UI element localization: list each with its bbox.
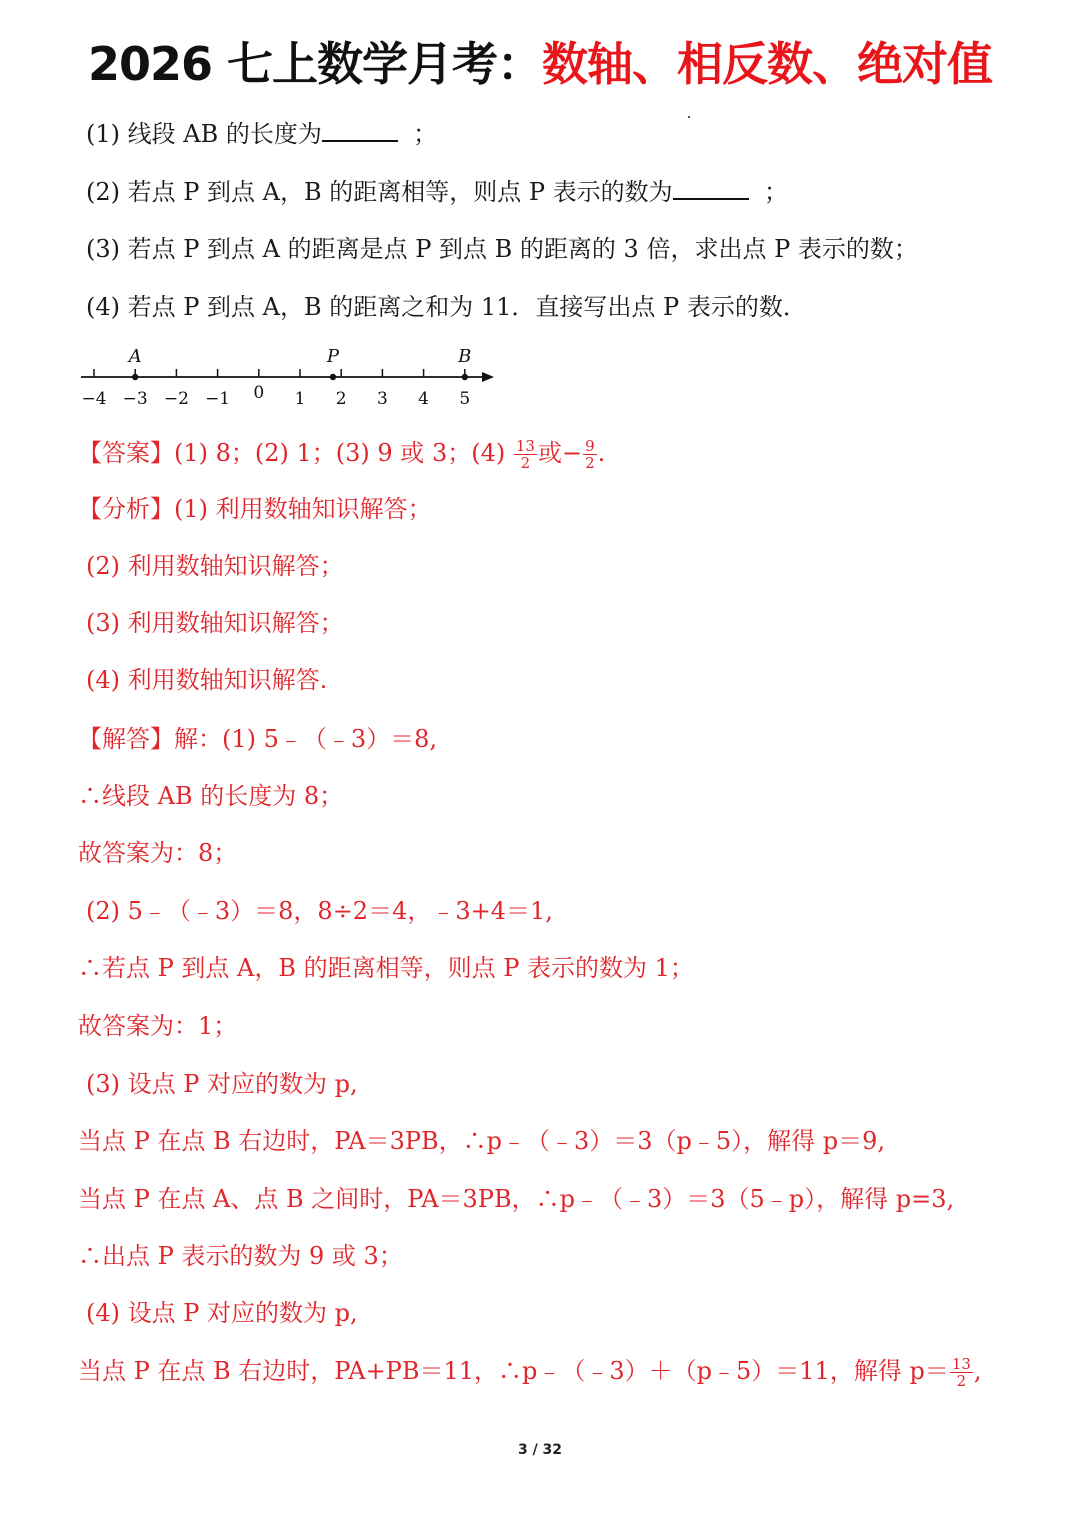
answer-line xyxy=(78,438,605,471)
point-label-b: B xyxy=(458,346,472,367)
question-4: (4) 若点 P 到点 A，B 的距离之和为 11．直接写出点 P 表示的数． xyxy=(86,293,807,321)
solution-line-10: ∴出点 P 表示的数为 9 或 3； xyxy=(78,1242,403,1270)
tick-label: −1 xyxy=(205,389,231,409)
tick-label: −4 xyxy=(81,389,107,409)
speck xyxy=(688,116,690,118)
sol-frac-den: 2 xyxy=(956,1372,967,1390)
number-line xyxy=(76,340,506,415)
analysis-line-1 xyxy=(78,494,432,524)
tick-label: 4 xyxy=(418,389,430,409)
page-title xyxy=(0,28,1080,94)
solution-line-2: ∴线段 AB 的长度为 8； xyxy=(78,782,344,810)
analysis-text-1: (1) 利用数轴知识解答； xyxy=(174,495,432,523)
tick-label: 1 xyxy=(294,389,306,409)
question-2 xyxy=(86,176,788,207)
analysis-line-3: (3) 利用数轴知识解答； xyxy=(86,609,344,637)
answer-or: 或− xyxy=(537,439,583,467)
analysis-label: 【分析】 xyxy=(78,495,174,523)
q2-text: (2) 若点 P 到点 A，B 的距离相等，则点 P 表示的数为 xyxy=(86,178,673,206)
axis-arrow xyxy=(482,372,494,382)
title-black: 2026 七上数学月考： xyxy=(87,37,543,91)
point-a xyxy=(132,374,138,380)
frac1-num: 13 xyxy=(515,437,535,455)
solution-line-1 xyxy=(78,724,437,754)
tick-label: 5 xyxy=(459,389,471,409)
q1-text: (1) 线段 AB 的长度为 xyxy=(86,120,322,148)
question-1 xyxy=(86,118,437,149)
solution-line-7: (3) 设点 P 对应的数为 p, xyxy=(86,1070,358,1098)
answer-fraction-1 xyxy=(514,438,537,471)
frac1-den: 2 xyxy=(520,454,531,472)
page-number: 3 / 32 xyxy=(517,1442,563,1458)
tick-label: −3 xyxy=(122,389,148,409)
tick-label: 2 xyxy=(335,389,347,409)
point-label-a: A xyxy=(128,346,142,367)
solution-line-3: 故答案为：8； xyxy=(78,839,238,867)
tick-label: −2 xyxy=(163,389,189,409)
answer-end: . xyxy=(597,439,606,467)
solution-line-12 xyxy=(78,1356,982,1389)
title-red: 数轴、相反数、绝对值 xyxy=(542,37,993,91)
answer-fraction-2 xyxy=(583,438,597,471)
tick-label: 3 xyxy=(376,389,388,409)
sol-frac-num: 13 xyxy=(951,1355,971,1373)
solution-line-11: (4) 设点 P 对应的数为 p, xyxy=(86,1299,358,1327)
point-b xyxy=(462,374,468,380)
analysis-line-4: (4) 利用数轴知识解答. xyxy=(86,666,328,694)
answer-text: (1) 8；(2) 1；(3) 9 或 3；(4) xyxy=(174,439,506,467)
q1-end: ； xyxy=(413,120,438,148)
analysis-line-2: (2) 利用数轴知识解答； xyxy=(86,552,344,580)
answer-label: 【答案】 xyxy=(78,439,174,467)
solution-line-8: 当点 P 在点 B 右边时，PA＝3PB，∴p﹣（﹣3）＝3（p﹣5），解得 p＝9, xyxy=(78,1127,886,1155)
solution-label: 【解答】 xyxy=(78,725,174,753)
point-p xyxy=(330,374,336,380)
tick-label: 0 xyxy=(253,383,265,403)
solution-line-5: ∴若点 P 到点 A，B 的距离相等，则点 P 表示的数为 1； xyxy=(78,954,694,982)
frac2-den: 2 xyxy=(585,454,595,472)
solution-line-9: 当点 P 在点 A、点 B 之间时，PA＝3PB，∴p﹣（﹣3）＝3（5﹣p），解得 p=3, xyxy=(78,1185,955,1213)
solution-end-12: , xyxy=(973,1357,982,1385)
q2-end: ； xyxy=(763,178,788,206)
solution-line-6: 故答案为：1； xyxy=(78,1012,238,1040)
point-label-p: P xyxy=(326,346,340,367)
q2-blank xyxy=(673,176,749,200)
solution-text-12: 当点 P 在点 B 右边时，PA+PB＝11，∴p﹣（﹣3）＋（p﹣5）＝11，解得 p＝ xyxy=(78,1357,949,1385)
solution-text-1: 解：(1) 5﹣（﹣3）＝8, xyxy=(174,725,438,753)
q1-blank xyxy=(322,118,398,142)
solution-line-4: (2) 5﹣（﹣3）＝8，8÷2＝4，﹣3+4＝1, xyxy=(86,897,553,925)
solution-fraction xyxy=(950,1356,973,1389)
frac2-num: 9 xyxy=(585,437,595,455)
question-3: (3) 若点 P 到点 A 的距离是点 P 到点 B 的距离的 3 倍，求出点 P 表示的数； xyxy=(86,235,918,263)
